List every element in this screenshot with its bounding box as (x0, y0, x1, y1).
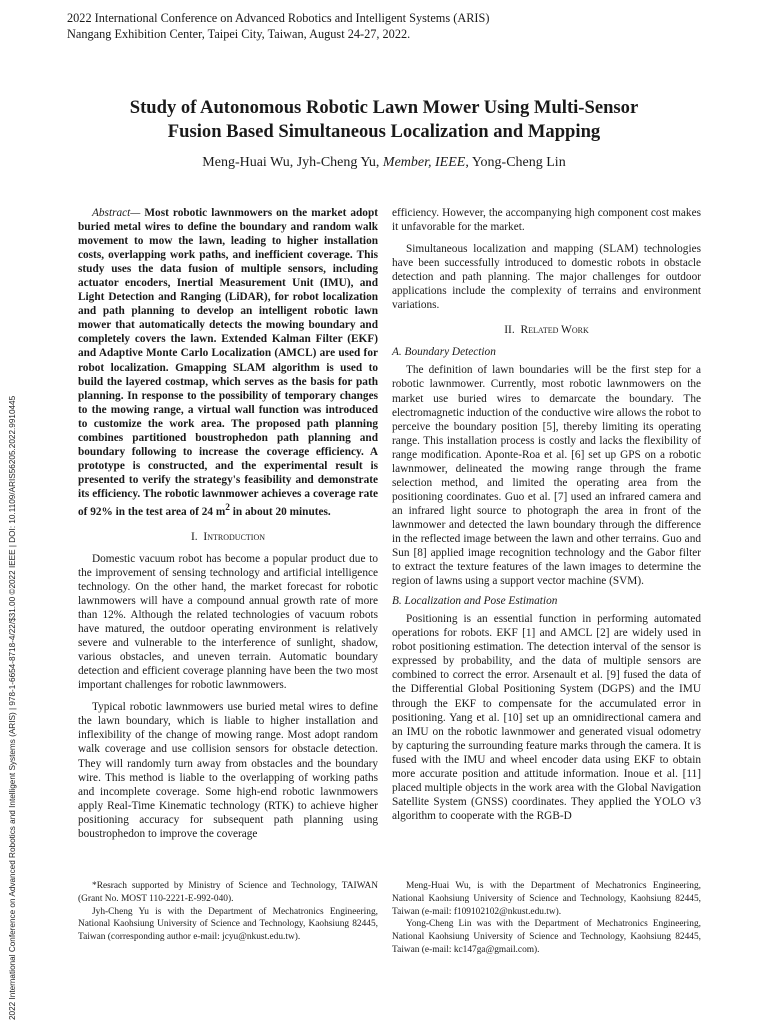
title-line-1: Study of Autonomous Robotic Lawn Mower Using Multi-Sensor (129, 97, 639, 118)
subsection-heading-localization: B. Localization and Pose Estimation (392, 595, 558, 608)
abstract (78, 206, 378, 519)
intro-paragraph-2: Typical robotic lawnmowers use buried metal wires to define the lawn boundary, which is liable to higher installation and inflexibility of the change of mowing range. Most adopt random walk coverage and use collision sensors for obstacle detection. They will randomly turn away from obstacles and the boundary wire. This method is liable to the overlapping of working paths and incomplete coverage. Some high-end robotic lawnmowers apply Real-Time Kinematic technology (RTK) to achieve higher positioning accuracy for subsequent path planning using boustrophedon to improve the coverage (78, 701, 378, 840)
abstract-label: Abstract (92, 207, 131, 219)
slam-paragraph: Simultaneous localization and mapping (SLAM) technologies have been successfully introduced to domestic robots in obstacle detection and path planning. The major challenges for outdoor applications include the complexity of terrains and environment variations. (392, 243, 701, 312)
left-column (78, 206, 378, 841)
intro-paragraph-1: Domestic vacuum robot has become a popular product due to the improvement of sensing technology and artificial intelligence technology. On the other hand, the market forecast for robotic lawnmowers will have a compound annual growth rate of more than 12%. Although the related technologies of vacuum robots have matured, the outdoor operating environment is relatively severe and vulnerable to the interference of sunlight, shadow, various obstacles, and uneven terrain. Automatic boundary detection and efficient coverage planning have been the two most important challenges for robotic lawnmowers. (78, 552, 378, 692)
author-membership: Member, IEEE (382, 155, 466, 170)
footnotes-left (78, 880, 378, 944)
boundary-paragraph: The definition of lawn boundaries will be the first step for a robotic lawnmower. Currently, most robotic lawnmowers on the market use buried wires to demarcate the boundary. The electromagnetic induction of the conductive wire allows the robot to perceive the boundary position [5], thereby limiting its operating range. This installation process is costly and lacks the flexibility of range modification. Aponte-Roa et al. [6] set up GPS on a robotic lawnmower, delineated the mowing range through the frame selection method, and limited the operating area from the positioning coordinates. Guo et al. [7] used an infrared camera and an infrared light source to photograph the area in front of the lawnmower and detected the lawn boundary through the difference in the reflected image between the lawn and other terrains. Guo and Sun [8] applied image recognition technology and the Gabor filter to extract the texture features of the lawn images to determine the region of lawns using a support vector machine (SVM). (392, 364, 701, 588)
abstract-text: Most robotic lawnmowers on the market adopt buried metal wires to define the boundary and random walk movement to mow the lawn, leading to higher installation costs, overlapping work paths, and inefficient coverage. This study uses the data fusion of multiple sensors, including actuator encoders, Inertial Measurement Unit (IMU), and Light Detection and Ranging (LiDAR), for robot localization and path planning to develop an intelligent robotic lawn mower that automatically detects the mowing boundary and completely covers the lawn. Extended Kalman Filter (EKF) and Adaptive Monte Carlo Localization (AMCL) are used for robot localization. Gmapping SLAM algorithm is used to build the layered costmap, which serves as the basis for path planning. In response to the possibility of temporary changes to the mowing range, a virtual wall function was introduced to customize the work area. The proposed path planning combines partitioned boustrophedon path planning and boundary following to increase the coverage efficiency. A prototype is constructed, and the experimental result is presented to verify the strategy's feasibility and demonstrate its efficiency. The robotic lawnmower achieves a coverage rate of 92% in the test area of 24 m (78, 207, 378, 518)
conference-name: 2022 International Conference on Advanced Robotics and Intelligent Systems (ARIS) (67, 11, 490, 25)
section-name: Introduction (203, 530, 266, 543)
section-numeral: I. (190, 530, 198, 543)
abstract-dash: — (130, 207, 145, 219)
conference-location: Nangang Exhibition Center, Taipei City, Taiwan, August 24-27, 2022. (67, 27, 411, 41)
authors-last: , Yong-Cheng Lin (465, 155, 566, 170)
section-numeral: II. (504, 324, 515, 337)
footnote-author-wu: Meng-Huai Wu, is with the Department of Mechatronics Engineering, National Kaohsiung University of Science and Technology, Kaohsiung 82445, Taiwan (e-mail: f109102102@nkust.edu.tw). (392, 881, 701, 917)
footnotes-right (392, 880, 701, 957)
abstract-superscript: 2 (225, 502, 230, 513)
paper-title (40, 96, 728, 144)
footnote-funding: *Resrach supported by Ministry of Science and Technology, TAIWAN (Grant No. MOST 110-2221-E-992-040). (78, 881, 378, 904)
doi-side-strip: 2022 International Conference on Advanced Robotics and Intelligent Systems (ARIS) | 978-1-6654-8718-4/22/$31.00 ©2022 IEEE | DOI: 10.1109/ARIS56205.2022.9910445 (8, 395, 17, 1020)
localization-paragraph: Positioning is an essential function in performing automated operations for robots. EKF [1] and AMCL [2] are widely used in robot positioning estimation. The detection interval of the sensor is expressed by probability, and the data of multiple sensors are combined to correct the error. Arsenault et al. [9] fused the data of the Differential Global Positioning System (DGPS) and the IMU through the EKF to compensate for the accumulated error in positioning. Yang et al. [10] set up an omnidirectional camera and an IMU on the robotic lawnmower and generated visual odometry by capturing the surrounding feature marks through the camera. It is fused with the IMU and wheel encoder data using EKF to obtain more accurate position and attitude information. Inoue et al. [11] placed multiple objects in the work area with the Global Navigation Satellite System (GNSS) coordinates. They applied the YOLO v3 algorithm to cooperate with the RGB-D (392, 613, 701, 822)
section-heading-related-work (392, 323, 701, 337)
footnote-author-lin: Yong-Cheng Lin was with the Department of Mechatronics Engineering, National Kaohsiung University of Science and Technology, Kaohsiung 82445, Taiwan (e-mail: kc147ga@gmail.com). (392, 919, 701, 955)
authors-first: Meng-Huai Wu, Jyh-Cheng Yu, (202, 155, 383, 170)
continued-paragraph: efficiency. However, the accompanying high component cost makes it unfavorable for the market. (392, 207, 701, 234)
title-line-2: Fusion Based Simultaneous Localization and Mapping (167, 121, 601, 142)
conference-header (67, 10, 489, 42)
subsection-heading-boundary: A. Boundary Detection (392, 346, 496, 359)
abstract-tail: in about 20 minutes. (229, 505, 331, 518)
right-column (392, 206, 701, 823)
section-heading-introduction (78, 530, 378, 544)
section-name: Related Work (520, 324, 589, 337)
author-list (40, 155, 728, 171)
footnote-author-yu: Jyh-Cheng Yu is with the Department of Mechatronics Engineering, National Kaohsiung University of Science and Technology, Kaohsiung 82445, Taiwan (corresponding author e-mail: jcyu@nkust.edu.tw). (78, 906, 378, 943)
